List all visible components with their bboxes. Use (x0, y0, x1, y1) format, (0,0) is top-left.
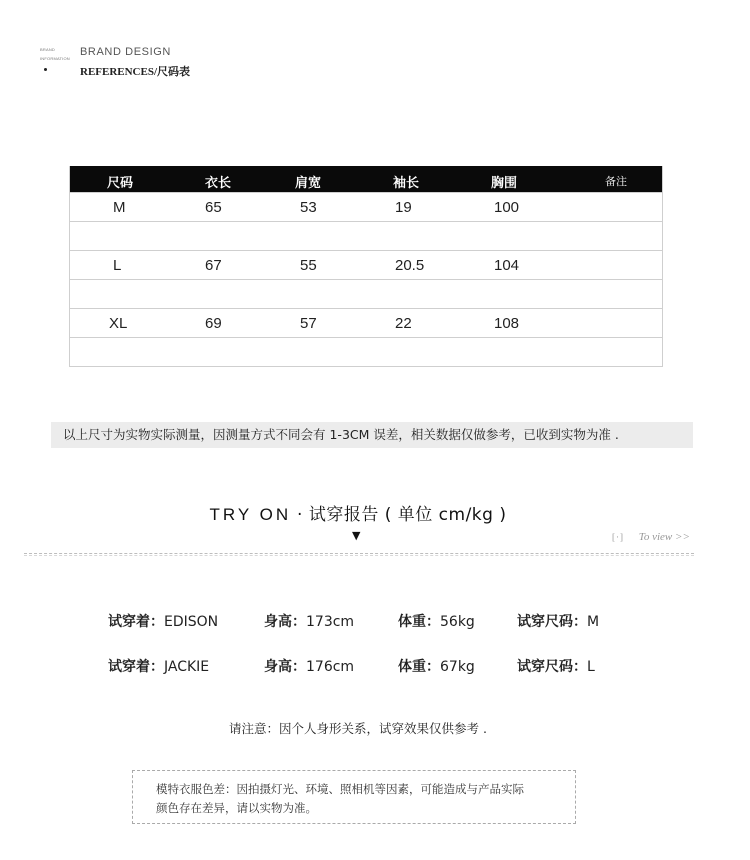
table-cell: 108 (494, 315, 520, 332)
header-cell: 袖长 (393, 176, 420, 191)
please-note: 请注意：因个人身形关系，试穿效果仅供参考 . (229, 721, 487, 736)
table-cell: 20.5 (395, 257, 425, 274)
header-cell: 备注 (605, 175, 627, 188)
down-arrow-icon: ▼ (352, 529, 361, 542)
table-cell: 69 (205, 315, 222, 332)
tryon-title (0, 500, 716, 525)
measurement-notice: 以上尺寸为实物实际测量，因测量方式不同会有 1-3CM 误差，相关数据仅做参考，已收到实物为准 . (51, 422, 693, 448)
table-cell: 67 (205, 257, 222, 274)
table-row (70, 250, 662, 279)
bracket-icon: [·] (612, 532, 624, 542)
model-row (0, 656, 750, 676)
divider (24, 555, 694, 556)
size-table-header (70, 166, 662, 192)
brand-design-label: BRAND DESIGN (80, 46, 171, 58)
table-cell: 19 (395, 199, 412, 216)
model-weight: 体重：56kg (398, 614, 475, 630)
divider (24, 553, 694, 554)
tryon-title-dot: · (297, 505, 303, 525)
table-row (70, 221, 662, 250)
color-note-line: 颜色存在差异，请以实物为准。 (156, 801, 317, 815)
table-cell: 100 (494, 199, 520, 216)
model-row (0, 611, 750, 631)
references-title: REFERENCES/尺码表 (80, 66, 191, 78)
model-height: 身高：173cm (264, 614, 355, 630)
table-cell: L (113, 257, 122, 274)
model-weight: 体重：67kg (398, 659, 475, 675)
table-row (70, 279, 662, 308)
model-name: 试穿着：EDISON (108, 614, 219, 630)
table-cell: 65 (205, 199, 222, 216)
table-cell: 53 (300, 199, 317, 216)
table-cell: 57 (300, 315, 317, 332)
table-row (70, 192, 662, 221)
model-height: 身高：176cm (264, 659, 355, 675)
table-cell: 22 (395, 315, 412, 332)
header-tiny-top: BRAND (40, 47, 56, 52)
color-difference-note (132, 770, 576, 824)
to-view-link[interactable] (612, 531, 690, 543)
size-table (69, 166, 663, 367)
tryon-title-cn: 试穿报告 ( 单位 cm/kg ) (308, 505, 507, 525)
color-note-line: 模特衣服色差：因拍摄灯光、环境、照相机等因素，可能造成与产品实际 (156, 782, 524, 796)
header-cell: 尺码 (107, 176, 134, 191)
model-size: 试穿尺码：M (517, 614, 600, 630)
table-cell: 104 (494, 257, 520, 274)
table-row (70, 337, 662, 366)
table-row (70, 308, 662, 337)
header-cell: 肩宽 (295, 176, 322, 191)
model-size: 试穿尺码：L (517, 659, 595, 675)
header-bullet-icon (44, 68, 47, 71)
header-tiny-bottom: INFORMATION (40, 56, 70, 61)
model-name: 试穿着：JACKIE (108, 659, 210, 675)
to-view-label: To view >> (638, 531, 690, 543)
table-cell: 55 (300, 257, 317, 274)
header-cell: 胸围 (491, 176, 518, 191)
header-cell: 衣长 (205, 176, 232, 191)
table-cell: XL (109, 315, 128, 332)
table-cell: M (113, 199, 126, 216)
tryon-title-en: TRY ON (209, 505, 292, 524)
